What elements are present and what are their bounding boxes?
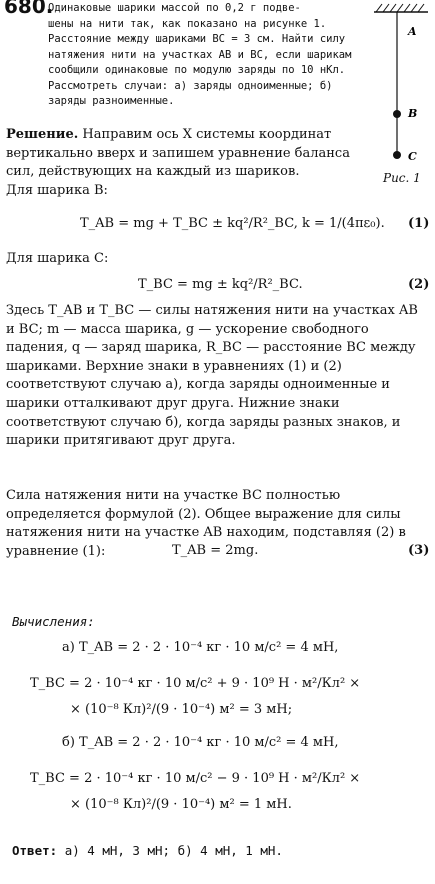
calc-a-tbc-line1: T_BC = 2 · 10⁻⁴ кг · 10 м/с² + 9 · 10⁹ Н · м²/Кл² ×: [30, 676, 361, 691]
problem-number: 680.: [4, 0, 54, 18]
ceiling-hatch: [374, 4, 428, 12]
solution-heading: Решение.: [6, 127, 79, 142]
label-a: A: [408, 25, 417, 38]
label-b: B: [408, 107, 418, 120]
equation-1-number: (1): [408, 216, 430, 231]
calc-a-tab: а) T_AB = 2 · 2 · 10⁻⁴ кг · 10 м/с² = 4 мН,: [62, 640, 339, 655]
label-c: C: [408, 150, 417, 163]
figure-threads-balls: [370, 0, 435, 190]
calc-b-tab: б) T_AB = 2 · 2 · 10⁻⁴ кг · 10 м/с² = 4 мН,: [62, 735, 339, 750]
ball-c: [393, 151, 401, 159]
figure-caption: Рис. 1: [383, 171, 421, 185]
equation-2: T_BC = mg ± kq²/R²_BC.: [138, 277, 303, 292]
problem-text-line1: Одинаковые шарики массой по 0,2 г подве-: [48, 2, 301, 14]
ball-b: [393, 110, 401, 118]
calc-b-tbc-line1: T_BC = 2 · 10⁻⁴ кг · 10 м/с² − 9 · 10⁹ Н · м²/Кл² ×: [30, 771, 361, 786]
equation-3: T_AB = 2mg.: [172, 543, 259, 558]
equation-3-number: (3): [408, 543, 430, 558]
equation-1: T_AB = mg + T_BC ± kq²/R²_BC, k = 1/(4πε₀).: [80, 216, 385, 231]
conclusion: Сила натяжения нити на участке BC полностью определяется формулой (2). Общее выражение для силы натяжения нити на участке AB находим, подставляя (2) в уравнение (1):: [6, 488, 406, 559]
for-ball-b: Для шарика B:: [6, 183, 108, 198]
problem-statement: [48, 1, 358, 110]
answer-label: Ответ:: [12, 843, 58, 858]
equation-2-number: (2): [408, 277, 430, 292]
calc-a-tbc-line2: × (10⁻⁸ Кл)²/(9 · 10⁻⁴) м² = 3 мН;: [70, 702, 293, 717]
answer: [12, 843, 283, 858]
calc-b-tbc-line2: × (10⁻⁸ Кл)²/(9 · 10⁻⁴) м² = 1 мН.: [70, 797, 292, 812]
for-ball-c: Для шарика C:: [6, 251, 109, 266]
answer-text: а) 4 мН, 3 мН; б) 4 мН, 1 мН.: [64, 843, 283, 858]
solution-intro-text: Направим ось X системы координат вертикально вверх и запишем уравнение баланса сил, действующих на каждый из шариков.: [6, 127, 350, 180]
problem-text-rest: шены на нити так, как показано на рисунке 1. Расстояние между шариками BC = 3 см. Найти силу натяжения нити на участках AB и BC, если шарикам сообщили одинаковые по модулю заряды по 10 нКл. Рассмотреть случаи: а) заряды одноименные; б) заряды разноименные.: [48, 17, 352, 107]
calculations-heading: Вычисления:: [12, 614, 95, 629]
explanation: Здесь T_AB и T_BC — силы натяжения нити на участках AB и BC; m — масса шарика, g — ускорение свободного падения, q — заряд шарика, R_BC — расстояние BC между шариками. Верхние знаки в уравнениях (1) и (2) соответствуют случаю а), когда заряды одноименные и шарики отталкивают друг друга. Нижние знаки соответствуют случаю б), когда заряды разных знаков, и шарики притягивают друг друга.: [6, 303, 418, 449]
solution-intro: [6, 126, 366, 182]
